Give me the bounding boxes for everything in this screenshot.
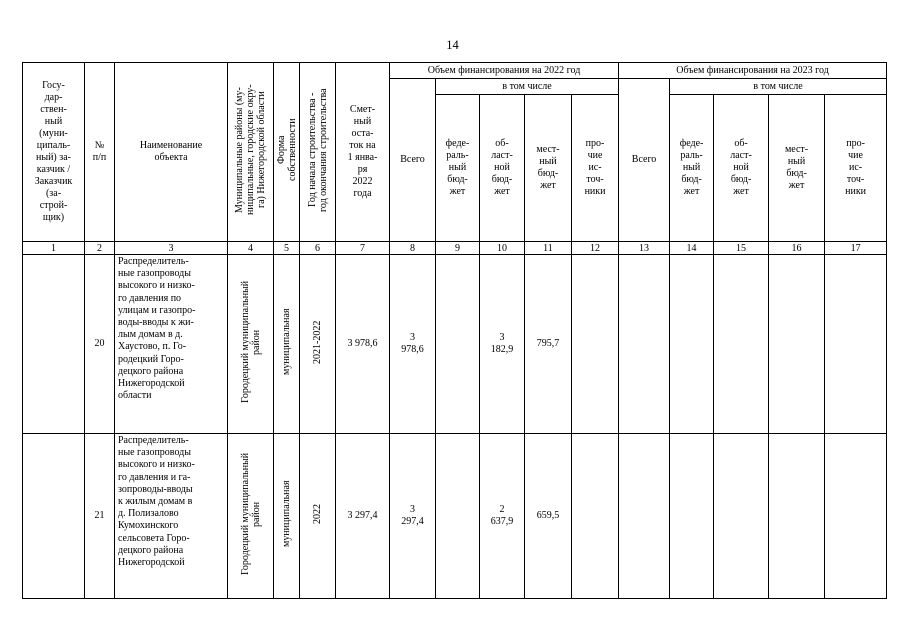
cell-total-2023 (619, 255, 670, 434)
cell-total-2022: 3 978,6 (390, 255, 436, 434)
header-including-2022: в том числе (436, 79, 619, 95)
cell-local-2023 (769, 255, 825, 434)
column-number: 4 (228, 242, 274, 255)
header-financing-2022: Объем финансирования на 2022 год (390, 63, 619, 79)
header-federal-2023: феде- раль- ный бюд- жет (670, 95, 714, 242)
table-row (23, 255, 887, 434)
header-other-2022: про- чие ис- точ- ники (572, 95, 619, 242)
column-number: 17 (825, 242, 887, 255)
cell-regional-2023 (714, 434, 769, 599)
column-number: 2 (85, 242, 115, 255)
cell-object-name: Распределитель- ные газопроводы высокого и низко- го давления по улицам и газопро- воды-вводы к жи- лым домам в д. Хаустово, п. Го- родецкий Горо- децкого района Нижегородской области (115, 255, 228, 434)
column-number: 7 (336, 242, 390, 255)
column-number: 3 (115, 242, 228, 255)
cell-ownership: муниципальная (274, 434, 300, 599)
header-regional-2022: об- ласт- ной бюд- жет (480, 95, 525, 242)
column-number: 1 (23, 242, 85, 255)
cell-construction-years: 2021-2022 (300, 255, 336, 434)
cell-row-number: 20 (85, 255, 115, 434)
cell-regional-2022: 3 182,9 (480, 255, 525, 434)
cell-row-number: 21 (85, 434, 115, 599)
cell-federal-2022 (436, 434, 480, 599)
page-number: 14 (446, 38, 459, 52)
header-including-2023: в том числе (670, 79, 887, 95)
cell-federal-2023 (670, 255, 714, 434)
header-district: Муниципальные районы (му- ниципальные, городские окру- га) Нижегородской области (228, 63, 274, 242)
header-customer: Госу- дар- ствен- ный (муни- ципаль- ный) за- казчик / Заказчик (за- строй- щик) (23, 63, 85, 242)
cell-district: Городецкий муниципальный район (228, 434, 274, 599)
cell-district: Городецкий муниципальный район (228, 255, 274, 434)
cell-regional-2022: 2 637,9 (480, 434, 525, 599)
column-number: 13 (619, 242, 670, 255)
column-number: 12 (572, 242, 619, 255)
column-number: 15 (714, 242, 769, 255)
header-construction-years: Год начала строительства - год окончания строительства (300, 63, 336, 242)
cell-local-2022: 659,5 (525, 434, 572, 599)
header-total-2022: Всего (390, 79, 436, 242)
cell-federal-2022 (436, 255, 480, 434)
header-regional-2023: об- ласт- ной бюд- жет (714, 95, 769, 242)
cell-customer (23, 255, 85, 434)
cell-construction-years: 2022 (300, 434, 336, 599)
header-financing-2023: Объем финансирования на 2023 год (619, 63, 887, 79)
table-row (23, 434, 887, 599)
cell-federal-2023 (670, 434, 714, 599)
cell-estimated-balance: 3 297,4 (336, 434, 390, 599)
column-number: 8 (390, 242, 436, 255)
column-number: 6 (300, 242, 336, 255)
financing-table (22, 62, 887, 599)
cell-total-2023 (619, 434, 670, 599)
header-estimated-balance: Смет- ный оста- ток на 1 янва- ря 2022 года (336, 63, 390, 242)
column-number: 9 (436, 242, 480, 255)
header-federal-2022: феде- раль- ный бюд- жет (436, 95, 480, 242)
header-other-2023: про- чие ис- точ- ники (825, 95, 887, 242)
cell-estimated-balance: 3 978,6 (336, 255, 390, 434)
header-object-name: Наименование объекта (115, 63, 228, 242)
cell-regional-2023 (714, 255, 769, 434)
header-total-2023: Всего (619, 79, 670, 242)
cell-other-2023 (825, 434, 887, 599)
column-number: 10 (480, 242, 525, 255)
cell-customer (23, 434, 85, 599)
cell-other-2022 (572, 434, 619, 599)
cell-total-2022: 3 297,4 (390, 434, 436, 599)
column-number-row (23, 242, 887, 255)
cell-local-2022: 795,7 (525, 255, 572, 434)
cell-other-2022 (572, 255, 619, 434)
header-ownership: Форма собственности (274, 63, 300, 242)
header-local-2022: мест- ный бюд- жет (525, 95, 572, 242)
column-number: 5 (274, 242, 300, 255)
cell-other-2023 (825, 255, 887, 434)
column-number: 16 (769, 242, 825, 255)
header-row-number: № п/п (85, 63, 115, 242)
header-local-2023: мест- ный бюд- жет (769, 95, 825, 242)
cell-object-name: Распределитель- ные газопроводы высокого и низко- го давления и га- зопроводы-вводы к жилым домам в д. Полизалово Кумохинского сельсовета Горо- децкого района Нижегородской (115, 434, 228, 599)
cell-local-2023 (769, 434, 825, 599)
cell-ownership: муниципальная (274, 255, 300, 434)
column-number: 11 (525, 242, 572, 255)
column-number: 14 (670, 242, 714, 255)
